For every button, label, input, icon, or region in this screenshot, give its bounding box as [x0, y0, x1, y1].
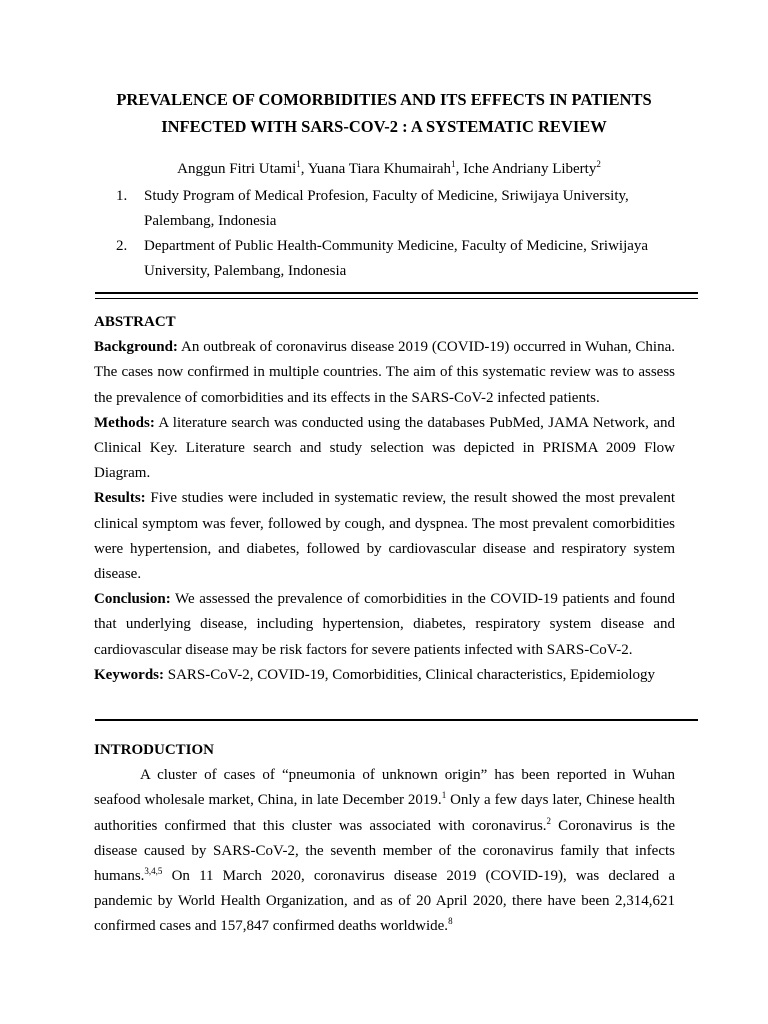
affiliation-text: Department of Public Health-Community Medicine, Faculty of Medicine, Sriwijaya University, Palembang, Indonesia	[144, 238, 649, 279]
abstract-divider	[95, 719, 698, 721]
affiliation-item	[116, 234, 676, 284]
citation-ref: 8	[448, 916, 453, 927]
abstract-background: Background: An outbreak of coronavirus disease 2019 (COVID-19) occurred in Wuhan, China. The cases now confirmed in multiple countries. The aim of this systematic review was to assess the prevalence of comorbidities and its effects in the SARS-CoV-2 infected patients.	[94, 339, 675, 406]
affiliation-item	[116, 184, 676, 234]
abstract-keywords: Keywords: SARS-CoV-2, COVID-19, Comorbidities, Clinical characteristics, Epidemiology	[94, 666, 656, 683]
introduction-paragraph: A cluster of cases of “pneumonia of unknown origin” has been reported in Wuhan seafood wholesale market, China, in late December 2019.$^1$ Only a few days later, Chinese health authorities confirmed that this cluster was associated with coronavirus.$^2$ Coronavirus is the disease caused by SARS-CoV-2, the seventh member of the coronavirus family that infects humans.$^{3,4,5}$ On 11 March 2020, coronavirus disease 2019 (COVID-19), was declared a pandemic by World Health Organization, and as of 20 April 2020, there have been 2,314,621 confirmed cases and 157,847 confirmed deaths worldwide.$^8$	[94, 767, 675, 935]
affiliation-number: 1.	[116, 188, 128, 204]
introduction-section	[94, 738, 675, 940]
paper-title	[60, 86, 708, 140]
author-name: Iche Andriany Liberty	[463, 161, 597, 177]
header-divider-top	[95, 292, 698, 294]
citation-ref: 1	[441, 790, 447, 801]
author-name: Anggun Fitri Utami	[177, 161, 297, 177]
title-line-1: PREVALENCE OF COMORBIDITIES AND ITS EFFECTS IN PATIENTS	[116, 90, 652, 109]
abstract-methods: Methods: A literature search was conducted using the databases PubMed, JAMA Network, and Clinical Key. Literature search and study selection was depicted in PRISMA 2009 Flow Diagram.	[94, 414, 675, 482]
author-list: Anggun Fitri Utami$^1$, Yuana Tiara Khumairah$^1$, Iche Andriany Liberty$^2$	[177, 159, 601, 177]
abstract-conclusion: Conclusion: We assessed the prevalence of comorbidities in the COVID-19 patients and found that underlying disease, including hypertension, diabetes, respiratory system disease and cardiovascular disease may be risk factors for severe patients infected with SARS-CoV-2.	[94, 591, 675, 658]
citation-ref: 3,4,5	[144, 866, 163, 877]
affiliation-number: 2.	[116, 238, 128, 254]
author-affiliation-mark: 1	[451, 159, 456, 169]
introduction-heading: INTRODUCTION	[94, 742, 215, 758]
affiliation-text: Study Program of Medical Profesion, Faculty of Medicine, Sriwijaya University, Palembang, Indonesia	[144, 188, 629, 229]
title-line-2: INFECTED WITH SARS-COV-2 : A SYSTEMATIC REVIEW	[161, 117, 607, 136]
author-affiliation-mark: 2	[596, 159, 601, 169]
citation-ref: 2	[546, 815, 552, 826]
header-divider-bottom	[95, 298, 698, 299]
abstract-section	[94, 310, 675, 688]
author-affiliation-mark: 1	[296, 159, 301, 169]
author-name: Yuana Tiara Khumairah	[307, 161, 452, 177]
abstract-results: Results: Five studies were included in systematic review, the result showed the most prevalent clinical symptom was fever, followed by cough, and dyspnea. The most prevalent comorbidities were hypertension, and diabetes, followed by cardiovascular disease and respiratory system disease.	[94, 490, 676, 583]
abstract-heading: ABSTRACT	[94, 314, 176, 330]
